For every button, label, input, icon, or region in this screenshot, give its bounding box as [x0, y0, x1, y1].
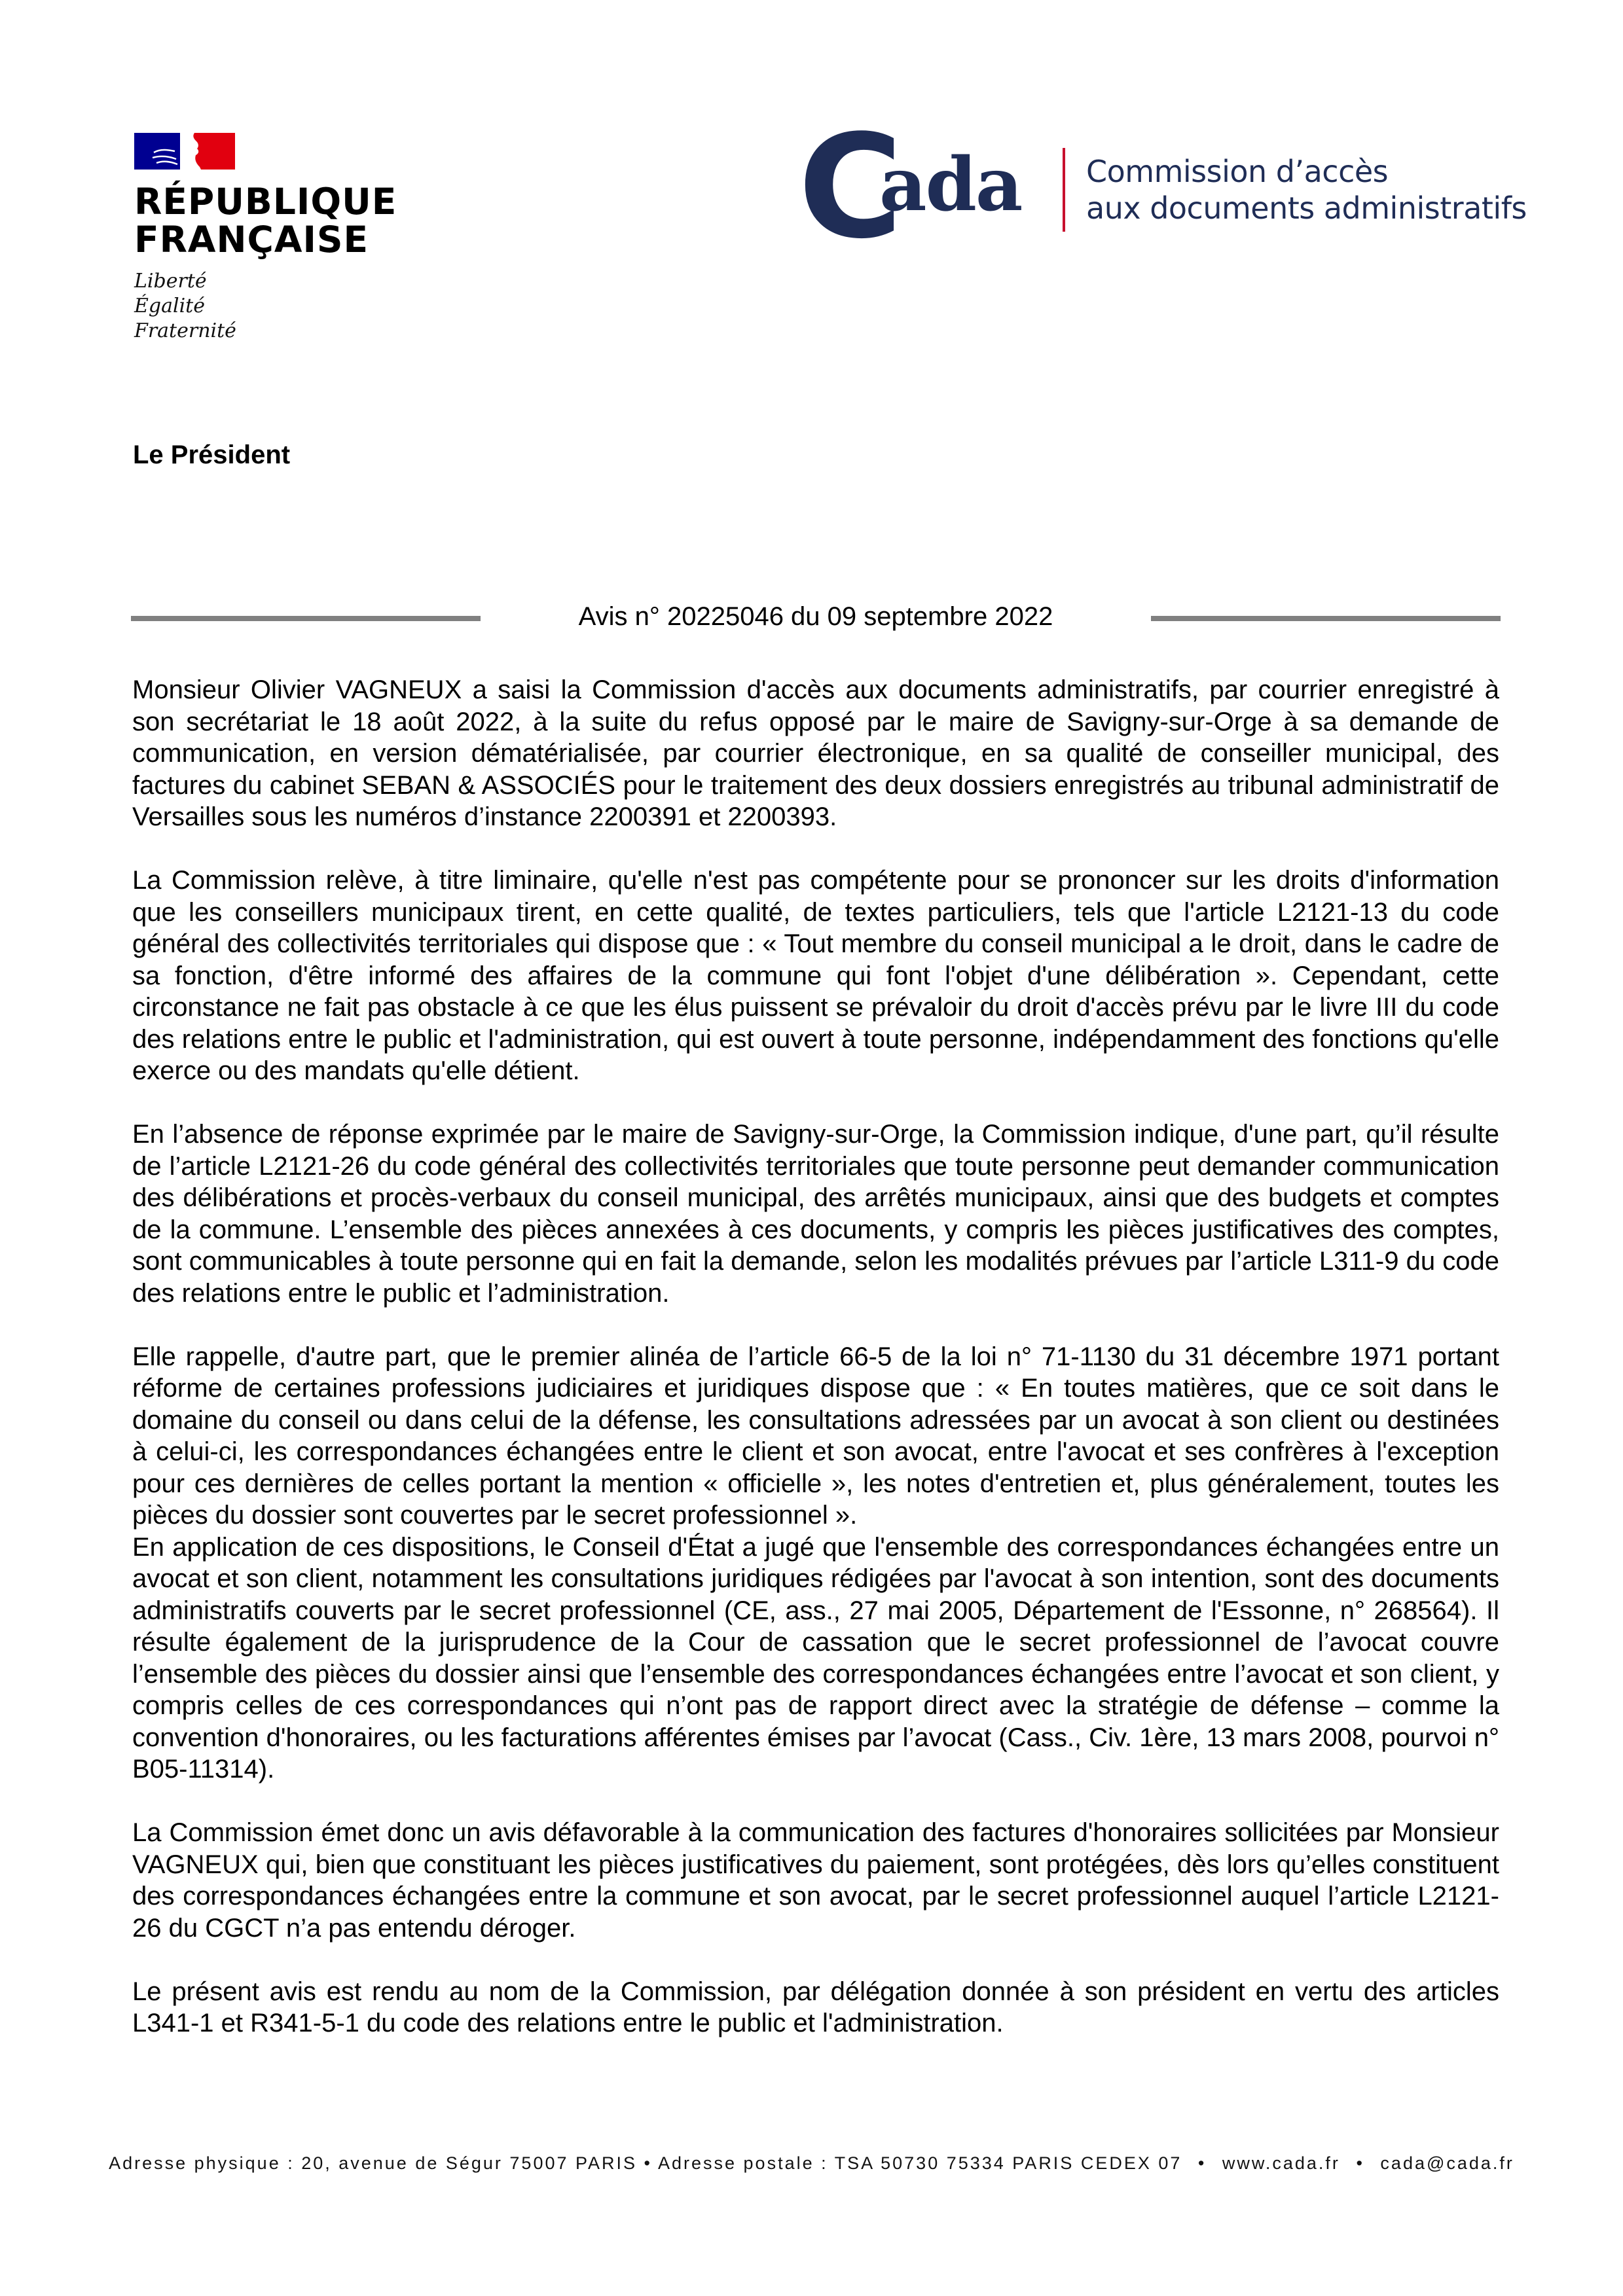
paragraph-secret-professionnel: Elle rappelle, d'autre part, que le premier alinéa de l’article 66-5 de la loi n° 71-1130 du 31 décembre 1971 portant réforme de certaines professions judiciaires et juridiques dispose que : « En toutes matières, que ce soit dans le domaine du conseil ou dans celui de la défense, les consultations adressées par un avocat à son client ou destinées à celui-ci, les correspondances échangées entre le client et son avocat, entre l'avocat et ses confrères à l'exception pour ces dernières de celles portant la mention « officielle », les notes d'entretien et, plus généralement, toutes les pièces du dossier sont couvertes par le secret professionnel ».: [132, 1342, 1499, 1530]
paragraph-avis-defavorable: La Commission émet donc un avis défavorable à la communication des factures d'honoraires sollicitées par Monsieur VAGNEUX qui, bien que constituant les pièces justificatives du paiement, sont protégées, dès lors qu’elles constituent des correspondances échangées entre la commune et son avocat, par le secret professionnel auquel l’article L2121-26 du CGCT n’a pas entendu déroger.: [132, 1818, 1499, 1943]
paragraph-delegation: Le présent avis est rendu au nom de la Commission, par délégation donnée à son président en vertu des articles L341-1 et R341-5-1 du code des relations entre le public et l'administration.: [132, 1977, 1499, 2037]
avis-title: Avis n° 20225046 du 09 septembre 2022: [578, 602, 1053, 631]
motto-fraternite: Fraternité: [134, 319, 236, 342]
motto-liberte: Liberté: [134, 270, 207, 293]
cada-wordmark: [798, 105, 1051, 270]
avis-header: [131, 597, 1501, 636]
republique-title-line1: RÉPUBLIQUE: [134, 181, 397, 223]
footer-email-link[interactable]: cada@cada.fr: [1380, 2153, 1514, 2173]
cada-logo-rest: ada: [879, 142, 1022, 228]
republique-francaise-logo: [134, 133, 397, 344]
cada-tagline-line1: Commission d’accès: [1086, 154, 1389, 189]
footer-website-link[interactable]: www.cada.fr: [1222, 2153, 1340, 2173]
cada-logo-letter: C: [798, 105, 903, 270]
avis-body: [132, 674, 1499, 2071]
cada-separator: [1063, 148, 1065, 232]
paragraph-competence: La Commission relève, à titre liminaire, qu'elle n'est pas compétente pour se prononcer sur les droits d'information que les conseillers municipaux tirent, en cette qualité, de textes particuliers, tels que l'article L2121-13 du code général des collectivités territoriales qui dispose que : « Tout membre du conseil municipal a le droit, dans le cadre de sa fonction, d'être informé des affaires de la commune qui font l'objet d'une délibération ». Cependant, cette circonstance ne fait pas obstacle à ce que les élus puissent se prévaloir du droit d'accès prévu par le livre III du code des relations entre le public et l'administration, qui est ouvert à toute personne, indépendamment des fonctions qu'elle exerce ou des mandats qu'elle détient.: [132, 866, 1499, 1085]
cada-logo: [798, 105, 1527, 270]
cada-tagline: [1086, 153, 1527, 226]
footer-separator: •: [1356, 2153, 1364, 2173]
republique-title-line2: FRANÇAISE: [134, 219, 369, 260]
cada-tagline-line2: aux documents administratifs: [1086, 190, 1527, 226]
page-footer: [0, 2153, 1623, 2174]
footer-address: Adresse physique : 20, avenue de Ségur 75007 PARIS • Adresse postale : TSA 50730 75334 PARIS CEDEX 07: [109, 2153, 1182, 2173]
avis-rule-right: [1151, 616, 1501, 621]
motto-egalite: Égalité: [134, 295, 205, 317]
paragraph-communicabilite: En l’absence de réponse exprimée par le maire de Savigny-sur-Orge, la Commission indique, d'une part, qu’il résulte de l’article L2121-26 du code général des collectivités territoriales que toute personne peut demander communication des délibérations et procès-verbaux du conseil municipal, des arrêtés municipaux, ainsi que des budgets et comptes de la commune. L’ensemble des pièces annexées à ces documents, y compris les pièces justificatives des comptes, sont communicables à toute personne qui en fait la demande, selon les modalités prévues par l’article L311-9 du code des relations entre le public et l’administration.: [132, 1120, 1499, 1308]
marianne-flag-icon: [134, 133, 235, 170]
footer-separator: •: [1197, 2153, 1207, 2173]
paragraph-saisine: Monsieur Olivier VAGNEUX a saisi la Commission d'accès aux documents administratifs, par courrier enregistré à son secrétariat le 18 août 2022, à la suite du refus opposé par le maire de Savigny-sur-Orge à sa demande de communication, en version dématérialisée, par courrier électronique, en sa qualité de conseiller municipal, des factures du cabinet SEBAN & ASSOCIÉS pour le traitement des deux dossiers enregistrés au tribunal administratif de Versailles sous les numéros d’instance 2200391 et 2200393.: [132, 675, 1499, 831]
signatory-title: Le Président: [133, 440, 291, 469]
republique-motto: [134, 269, 397, 344]
paragraph-jurisprudence: En application de ces dispositions, le Conseil d'État a jugé que l'ensemble des correspondances échangées entre un avocat et son client, notamment les consultations juridiques rédigées par l'avocat à son intention, sont des documents administratifs couverts par le secret professionnel (CE, ass., 27 mai 2005, Département de l'Essonne, n° 268564). Il résulte également de la jurisprudence de la Cour de cassation que le secret professionnel de l’avocat couvre l’ensemble des pièces du dossier ainsi que l’ensemble des correspondances échangées entre l’avocat et son client, y compris celles de ces correspondances qui n’ont pas de rapport direct avec la stratégie de défense – comme la convention d'honoraires, ou les facturations afférentes émises par l’avocat (Cass., Civ. 1ère, 13 mars 2008, pourvoi n° B05-11314).: [132, 1532, 1499, 1784]
